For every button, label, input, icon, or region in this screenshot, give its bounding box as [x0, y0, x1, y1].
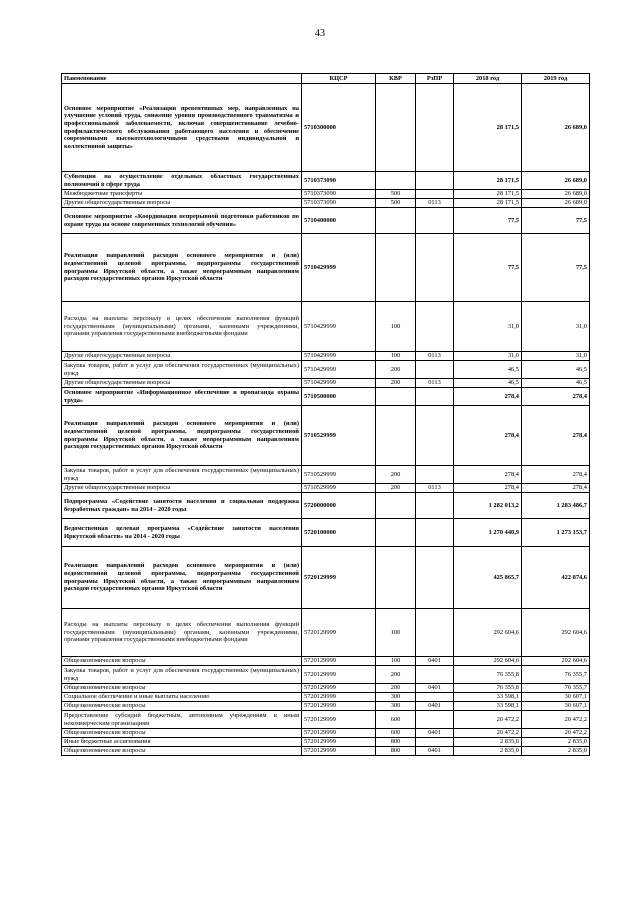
cell-kvr: 800	[376, 747, 416, 756]
cell-2018: 46,5	[454, 379, 522, 388]
cell-2019: 20 472,2	[522, 711, 590, 729]
cell-kcsr: 5710529999	[302, 484, 376, 493]
cell-2018: 77,5	[454, 208, 522, 234]
cell-2019: 77,5	[522, 208, 590, 234]
cell-2019: 26 689,0	[522, 190, 590, 199]
cell-name: Подпрограмма «Содействие занятости населения и социальная поддержка безработных граждан» на 2014 - 2020 годы	[62, 493, 302, 519]
cell-rzpr: 0113	[416, 484, 454, 493]
cell-name: Общеэкономические вопросы	[62, 729, 302, 738]
table-row	[62, 84, 590, 172]
cell-2019: 278,4	[522, 406, 590, 466]
cell-kcsr: 5720000000	[302, 493, 376, 519]
cell-kcsr: 5710400000	[302, 208, 376, 234]
cell-name: Другие общегосударственные вопросы	[62, 352, 302, 361]
cell-rzpr	[416, 84, 454, 172]
budget-table	[61, 73, 590, 756]
table-row	[62, 388, 590, 406]
cell-2019: 76 355,7	[522, 684, 590, 693]
cell-2019: 292 604,6	[522, 657, 590, 666]
cell-kcsr: 5710529999	[302, 406, 376, 466]
cell-rzpr: 0401	[416, 729, 454, 738]
table-header-row	[62, 74, 590, 84]
cell-kvr: 500	[376, 199, 416, 208]
cell-kvr: 200	[376, 466, 416, 484]
cell-name: Основное мероприятие «Координация непрерывной подготовки работников по охране труда на основе современных технологий обучения»	[62, 208, 302, 234]
table-row	[62, 466, 590, 484]
cell-rzpr	[416, 302, 454, 352]
cell-2019: 26 689,0	[522, 172, 590, 190]
cell-kvr: 100	[376, 302, 416, 352]
cell-kcsr: 5720129999	[302, 747, 376, 756]
cell-kcsr: 5710373090	[302, 199, 376, 208]
cell-2018: 31,0	[454, 352, 522, 361]
cell-rzpr	[416, 190, 454, 199]
cell-kcsr: 5710529999	[302, 466, 376, 484]
cell-kvr	[376, 172, 416, 190]
table-row	[62, 729, 590, 738]
cell-rzpr: 0401	[416, 657, 454, 666]
table-row	[62, 747, 590, 756]
cell-2018: 76 355,8	[454, 666, 522, 684]
cell-kvr	[376, 406, 416, 466]
table-row	[62, 693, 590, 702]
cell-2019: 46,5	[522, 379, 590, 388]
cell-2018: 1 270 440,9	[454, 519, 522, 547]
cell-kvr	[376, 208, 416, 234]
header-2018: 2018 год	[454, 74, 522, 84]
cell-kvr: 100	[376, 657, 416, 666]
table-row	[62, 711, 590, 729]
cell-kcsr: 5710429999	[302, 361, 376, 379]
cell-kvr: 100	[376, 609, 416, 657]
cell-kcsr: 5720129999	[302, 729, 376, 738]
cell-kcsr: 5720129999	[302, 666, 376, 684]
cell-2018: 28 171,5	[454, 172, 522, 190]
cell-rzpr	[416, 493, 454, 519]
cell-rzpr: 0113	[416, 199, 454, 208]
cell-2019: 292 604,6	[522, 609, 590, 657]
cell-2018: 1 282 013,2	[454, 493, 522, 519]
cell-rzpr	[416, 738, 454, 747]
cell-kvr	[376, 493, 416, 519]
cell-kvr	[376, 388, 416, 406]
cell-kvr	[376, 547, 416, 609]
cell-2018: 33 598,1	[454, 693, 522, 702]
cell-kvr: 200	[376, 666, 416, 684]
cell-name: Закупка товаров, работ и услуг для обеспечения государственных (муниципальных) нужд	[62, 361, 302, 379]
cell-name: Предоставление субсидий бюджетным, автономным учреждениям и иным некоммерческим организациям	[62, 711, 302, 729]
cell-kcsr: 5710373090	[302, 190, 376, 199]
cell-name: Другие общегосударственные вопросы	[62, 484, 302, 493]
cell-name: Иные бюджетные ассигнования	[62, 738, 302, 747]
cell-2018: 76 355,8	[454, 684, 522, 693]
cell-kcsr: 5710429999	[302, 379, 376, 388]
cell-2018: 28 171,5	[454, 199, 522, 208]
cell-name: Социальное обеспечение и иные выплаты населению	[62, 693, 302, 702]
cell-kcsr: 5710500000	[302, 388, 376, 406]
cell-kcsr: 5720129999	[302, 711, 376, 729]
cell-name: Другие общегосударственные вопросы	[62, 379, 302, 388]
table-row	[62, 702, 590, 711]
table-row	[62, 493, 590, 519]
cell-rzpr	[416, 519, 454, 547]
table-row	[62, 406, 590, 466]
cell-2018: 2 835,0	[454, 738, 522, 747]
cell-kvr	[376, 84, 416, 172]
cell-2019: 30 607,1	[522, 702, 590, 711]
cell-rzpr	[416, 406, 454, 466]
cell-2019: 20 472,2	[522, 729, 590, 738]
table-row	[62, 199, 590, 208]
cell-kcsr: 5720129999	[302, 547, 376, 609]
cell-2018: 278,4	[454, 466, 522, 484]
cell-kcsr: 5720129999	[302, 657, 376, 666]
cell-2019: 76 355,7	[522, 666, 590, 684]
cell-2019: 1 273 153,7	[522, 519, 590, 547]
table-row	[62, 190, 590, 199]
cell-2018: 46,5	[454, 361, 522, 379]
cell-rzpr	[416, 666, 454, 684]
header-rzpr: РзПР	[416, 74, 454, 84]
cell-rzpr	[416, 609, 454, 657]
cell-rzpr: 0113	[416, 352, 454, 361]
cell-kcsr: 5710429999	[302, 234, 376, 302]
cell-name: Общеэкономические вопросы	[62, 702, 302, 711]
cell-2018: 425 865,7	[454, 547, 522, 609]
cell-2019: 77,5	[522, 234, 590, 302]
cell-kvr	[376, 234, 416, 302]
table-row	[62, 302, 590, 352]
cell-rzpr	[416, 693, 454, 702]
cell-kcsr: 5710300000	[302, 84, 376, 172]
cell-rzpr	[416, 208, 454, 234]
cell-2019: 278,4	[522, 484, 590, 493]
cell-rzpr	[416, 466, 454, 484]
cell-kvr: 200	[376, 684, 416, 693]
cell-name: Расходы на выплаты персоналу в целях обеспечения выполнения функций государственными (муниципальными) органами, казенными учреждениями, органами управления государственными внебюджетными фондами	[62, 302, 302, 352]
table-row	[62, 547, 590, 609]
table-row	[62, 657, 590, 666]
cell-name: Общеэкономические вопросы	[62, 747, 302, 756]
cell-kcsr: 5710373090	[302, 172, 376, 190]
table-row	[62, 379, 590, 388]
cell-name: Закупка товаров, работ и услуг для обеспечения государственных (муниципальных) нужд	[62, 666, 302, 684]
table-row	[62, 352, 590, 361]
cell-name: Общеэкономические вопросы	[62, 657, 302, 666]
header-2019: 2019 год	[522, 74, 590, 84]
cell-name: Закупка товаров, работ и услуг для обеспечения государственных (муниципальных) нужд	[62, 466, 302, 484]
cell-2019: 422 874,6	[522, 547, 590, 609]
cell-2018: 33 598,1	[454, 702, 522, 711]
cell-2018: 28 171,5	[454, 190, 522, 199]
cell-kvr: 300	[376, 702, 416, 711]
cell-kcsr: 5710429999	[302, 302, 376, 352]
cell-kvr: 800	[376, 738, 416, 747]
cell-name: Другие общегосударственные вопросы	[62, 199, 302, 208]
cell-kvr: 600	[376, 729, 416, 738]
cell-2018: 2 835,0	[454, 747, 522, 756]
table-row	[62, 172, 590, 190]
cell-kvr: 200	[376, 379, 416, 388]
cell-rzpr	[416, 711, 454, 729]
header-kvr: КВР	[376, 74, 416, 84]
cell-name: Межбюджетные трансферты	[62, 190, 302, 199]
table-row	[62, 361, 590, 379]
cell-rzpr: 0113	[416, 379, 454, 388]
page-number: 43	[315, 28, 325, 39]
table-row	[62, 208, 590, 234]
cell-rzpr	[416, 172, 454, 190]
cell-kcsr: 5720129999	[302, 702, 376, 711]
cell-rzpr	[416, 547, 454, 609]
table-row	[62, 484, 590, 493]
cell-rzpr: 0401	[416, 702, 454, 711]
cell-rzpr: 0401	[416, 684, 454, 693]
cell-kcsr: 5720129999	[302, 693, 376, 702]
cell-2019: 2 835,0	[522, 747, 590, 756]
cell-rzpr	[416, 234, 454, 302]
cell-kcsr: 5720129999	[302, 609, 376, 657]
cell-kvr: 500	[376, 190, 416, 199]
cell-rzpr	[416, 361, 454, 379]
cell-2019: 31,0	[522, 352, 590, 361]
cell-2019: 278,4	[522, 466, 590, 484]
cell-2019: 278,4	[522, 388, 590, 406]
table-row	[62, 519, 590, 547]
cell-name: Основное мероприятие «Реализация превентивных мер, направленных на улучшение условий труда, снижение уровня производственного травматизма и профессиональной заболеваемости, включая совершенствование лечебно-профилактического обслуживания работающего населения и обеспечение современными высокотехнологичными средствами индивидуальной и коллективной защиты»	[62, 84, 302, 172]
cell-2019: 2 835,0	[522, 738, 590, 747]
cell-kvr: 300	[376, 693, 416, 702]
cell-2018: 292 604,6	[454, 657, 522, 666]
cell-name: Реализация направлений расходов основного мероприятия и (или) ведомственной целевой программы, подпрограммы государственной программы Иркутской области, а также непрограммным направлениям расходов государственных органов Иркутской области	[62, 406, 302, 466]
cell-kvr: 200	[376, 361, 416, 379]
cell-2019: 46,5	[522, 361, 590, 379]
cell-name: Основное мероприятие «Информационное обеспечение и пропаганда охраны труда»	[62, 388, 302, 406]
cell-2018: 278,4	[454, 484, 522, 493]
cell-2018: 278,4	[454, 388, 522, 406]
cell-2018: 28 171,5	[454, 84, 522, 172]
header-name: Наименование	[62, 74, 302, 84]
cell-2018: 31,0	[454, 302, 522, 352]
cell-name: Реализация направлений расходов основного мероприятия и (или) ведомственной целевой программы, подпрограммы государственной программы Иркутской области, а также непрограммным направлениям расходов государственных органов Иркутской области	[62, 234, 302, 302]
cell-2019: 31,0	[522, 302, 590, 352]
table-row	[62, 609, 590, 657]
cell-2018: 77,5	[454, 234, 522, 302]
cell-name: Расходы на выплаты персоналу в целях обеспечения выполнения функций государственными (муниципальными) органами, казенными учреждениями, органами управления государственными внебюджетными фондами	[62, 609, 302, 657]
header-kcsr: КЦСР	[302, 74, 376, 84]
cell-kcsr: 5710429999	[302, 352, 376, 361]
cell-2018: 292 604,6	[454, 609, 522, 657]
cell-kcsr: 5720129999	[302, 738, 376, 747]
cell-2018: 20 472,2	[454, 729, 522, 738]
cell-kcsr: 5720100000	[302, 519, 376, 547]
cell-name: Общеэкономические вопросы	[62, 684, 302, 693]
cell-name: Субвенции на осуществление отдельных областных государственных полномочий в сфере труда	[62, 172, 302, 190]
cell-rzpr	[416, 388, 454, 406]
table-row	[62, 738, 590, 747]
cell-kvr: 100	[376, 352, 416, 361]
cell-name: Реализация направлений расходов основного мероприятия и (или) ведомственной целевой программы, подпрограммы государственной программы Иркутской области, а также непрограммным направлениям расходов государственных органов Иркутской области	[62, 547, 302, 609]
cell-kvr: 600	[376, 711, 416, 729]
table-row	[62, 684, 590, 693]
cell-2019: 26 689,0	[522, 199, 590, 208]
cell-2018: 20 472,2	[454, 711, 522, 729]
cell-2019: 26 689,0	[522, 84, 590, 172]
cell-2019: 1 283 486,7	[522, 493, 590, 519]
table-row	[62, 234, 590, 302]
cell-kvr	[376, 519, 416, 547]
cell-2018: 278,4	[454, 406, 522, 466]
table-row	[62, 666, 590, 684]
cell-kvr: 200	[376, 484, 416, 493]
cell-name: Ведомственная целевая программа «Содействие занятости населения Иркутской области» на 2014 - 2020 годы	[62, 519, 302, 547]
cell-kcsr: 5720129999	[302, 684, 376, 693]
cell-2019: 30 607,1	[522, 693, 590, 702]
cell-rzpr: 0401	[416, 747, 454, 756]
